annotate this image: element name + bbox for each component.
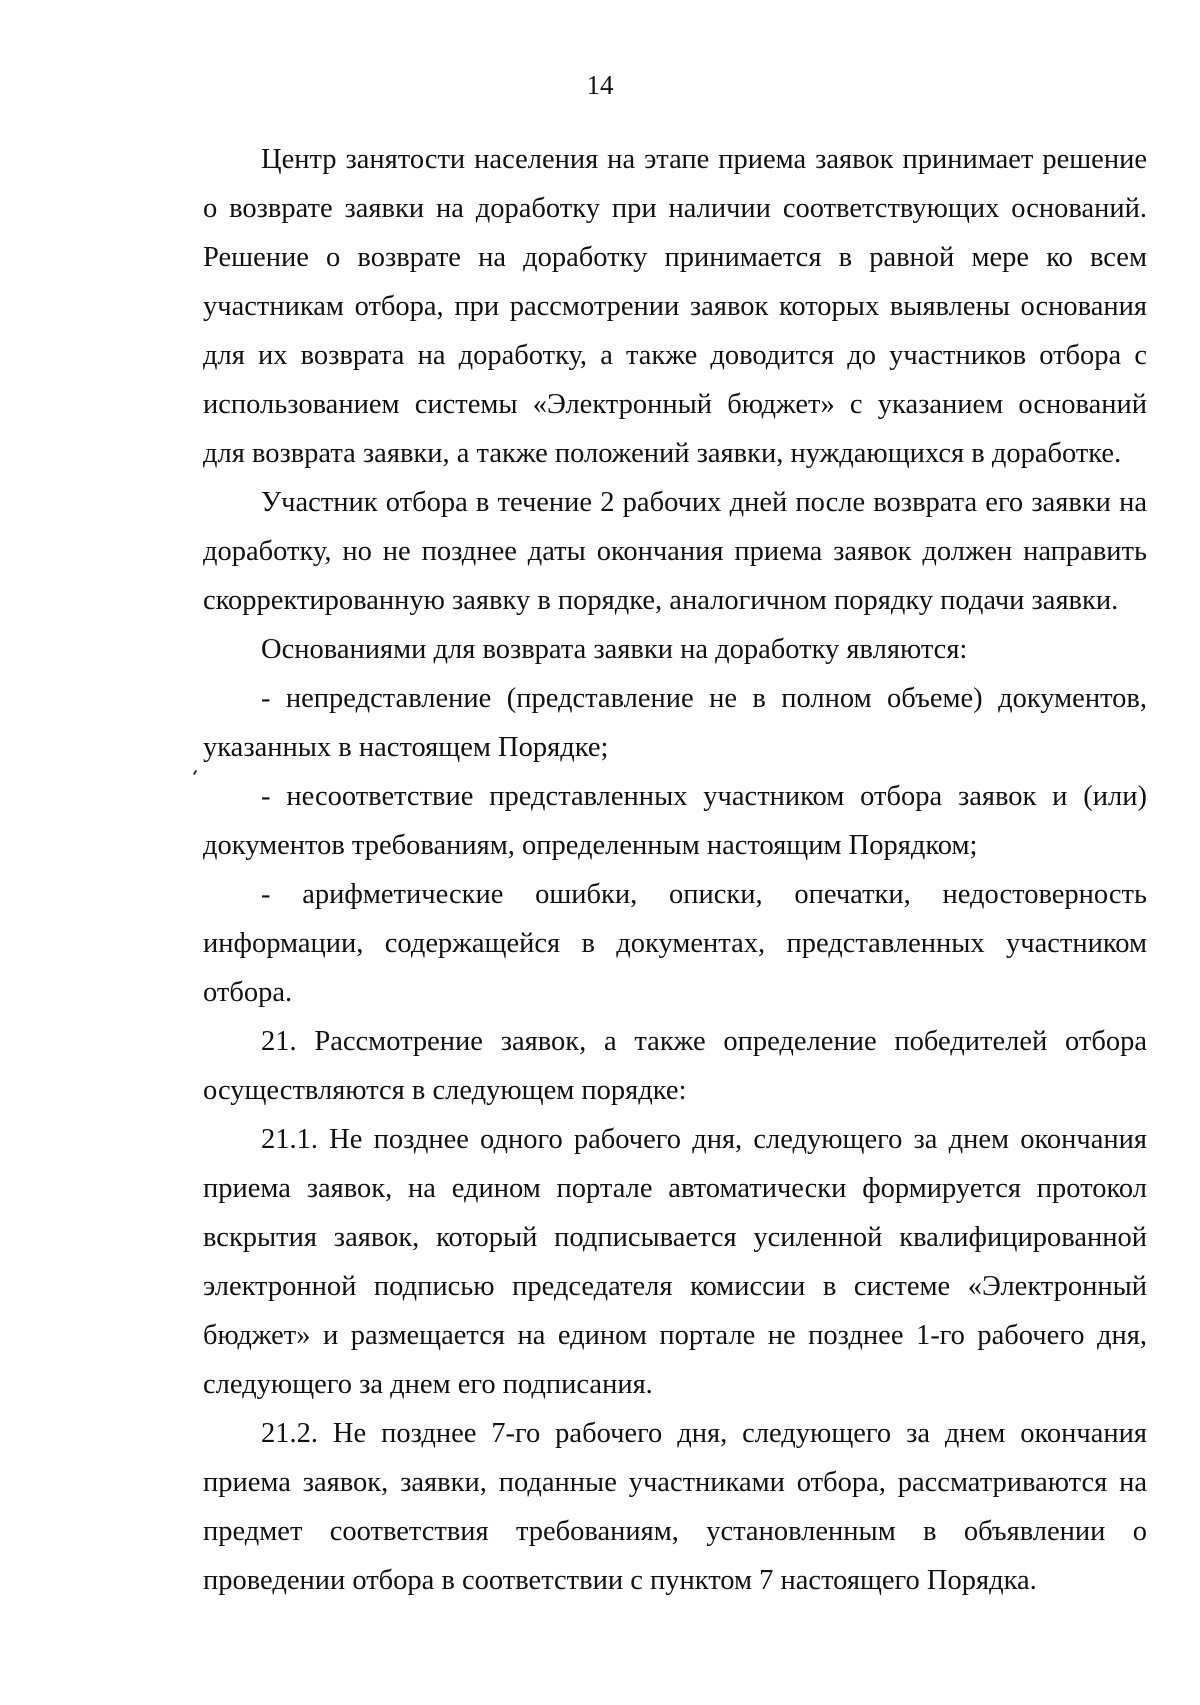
document-body [203, 135, 1147, 1605]
paragraph-employment-center-decision: Центр занятости населения на этапе приема заявок принимает решение о возврате заявки на доработку при наличии соответствующих оснований. Решение о возврате на доработку принимается в равной мере ко всем участникам отбора, при рассмотрении заявок которых выявлены основания для их возврата на доработку, а также доводится до участников отбора с использованием системы «Электронный бюджет» с указанием оснований для возврата заявки, а также положений заявки, нуждающихся в доработке. [203, 144, 1147, 469]
paragraph-section-21-2: 21.2. Не позднее 7-го рабочего дня, следующего за днем окончания приема заявок, заявки, поданные участниками отбора, рассматриваются на предмет соответствия требованиям, установленным в объявлении о проведении отбора в соответствии с пунктом 7 настоящего Порядка. [203, 1418, 1147, 1596]
scan-mark [193, 770, 197, 775]
paragraph-return-grounds-intro: Основаниями для возврата заявки на доработку являются: [261, 634, 968, 665]
list-item-errors: - арифметические ошибки, описки, опечатки, недостоверность информации, содержащейся в документах, представленных участником отбора. [203, 879, 1147, 1008]
page-number: 14 [586, 70, 614, 100]
list-item-noncompliance: - несоответствие представленных участником отбора заявок и (или) документов требованиям, определенным настоящим Порядком; [203, 781, 1147, 861]
paragraph-section-21-1: 21.1. Не позднее одного рабочего дня, следующего за днем окончания приема заявок, на едином портале автоматически формируется протокол вскрытия заявок, который подписывается усиленной квалифицированной электронной подписью председателя комиссии в системе «Электронный бюджет» и размещается на едином портале не позднее 1-го рабочего дня, следующего за днем его подписания. [203, 1124, 1147, 1400]
list-item-missing-documents: - непредставление (представление не в полном объеме) документов, указанных в настоящем Порядке; [203, 683, 1147, 763]
paragraph-resubmission-deadline: Участник отбора в течение 2 рабочих дней после возврата его заявки на доработку, но не позднее даты окончания приема заявок должен направить скорректированную заявку в порядке, аналогичном порядку подачи заявки. [203, 487, 1147, 616]
paragraph-section-21: 21. Рассмотрение заявок, а также определение победителей отбора осуществляются в следующем порядке: [203, 1026, 1147, 1106]
